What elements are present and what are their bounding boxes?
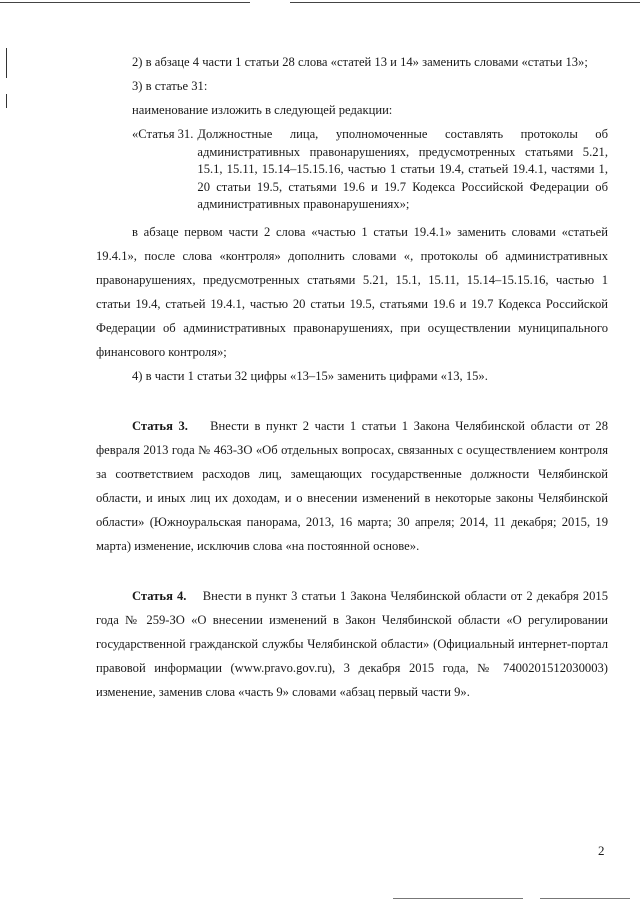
scan-edge-line	[393, 898, 523, 899]
quoted-article-text: Должностные лица, уполномоченные составлять протоколы об административных правонарушениях, предусмотренных статьями 5.21, 15.1, 15.11, 15.14–15.15.16, частью 1 статьи 19.4, статьей 19.4.1, частями 1, 20 статьи 19.5, статьями 19.6 и 19.7 Кодекса Российской Федерации об административных правонарушениях»;	[197, 127, 608, 211]
article-3-text: Внести в пункт 2 части 1 статьи 1 Закона Челябинской области от 28 февраля 2013 года № 463-ЗО «Об отдельных вопросах, связанных с осуществлением контроля за соответствием расходов лиц, замещающих государственные должности Челябинской области, и иных лиц их доходам, и о внесении изменений в некоторые законы Челябинской области» (Южноуральская панорама, 2013, 16 марта; 30 апреля; 2014, 11 декабря; 2015, 19 марта) изменение, исключив слова «на постоянной основе».	[96, 418, 608, 553]
paragraph-item-4: 4) в части 1 статьи 32 цифры «13–15» заменить цифрами «13, 15».	[132, 368, 488, 383]
article-3-title: Статья 3.	[132, 418, 188, 433]
quoted-article-31	[96, 122, 608, 220]
document-body	[96, 50, 608, 704]
scan-edge-line	[540, 898, 630, 899]
page-number: 2	[598, 843, 605, 858]
margin-mark	[6, 94, 7, 108]
margin-mark	[6, 48, 7, 78]
paragraph-part-2-amendment: в абзаце первом части 2 слова «частью 1 статьи 19.4.1» заменить словами «статьей 19.4.1», после слова «контроля» дополнить словами «, протоколы об административных правонарушениях, предусмотренных статьями 5.21, 15.1, 15.11, 15.14–15.15.16, частью 1 статьи 19.4, статьей 19.4.1, частью 20 статьи 19.5, статьями 19.6 и 19.7 Кодекса Российской Федерации об административных правонарушениях, при осуществлении муниципального финансового контроля»;	[96, 224, 608, 359]
article-4-text: Внести в пункт 3 статьи 1 Закона Челябинской области от 2 декабря 2015 года № 259-ЗО «О внесении изменений в Закон Челябинской области «О регулировании государственной гражданской службы Челябинской области» (Официальный интернет-портал правовой информации (www.pravo.gov.ru), 3 декабря 2015 года, № 7400201512030003) изменение, заменив слова «часть 9» словами «абзац первый части 9».	[96, 588, 609, 699]
article-4	[96, 584, 608, 704]
article-3	[96, 414, 608, 558]
article-4-title: Статья 4.	[132, 588, 187, 603]
scan-edge-line	[290, 2, 640, 3]
paragraph-item-2: 2) в абзаце 4 части 1 статьи 28 слова «статей 13 и 14» заменить словами «статьи 13»;	[132, 55, 588, 69]
paragraph-naming: наименование изложить в следующей редакции:	[132, 103, 393, 117]
scan-edge-line	[0, 2, 250, 3]
paragraph-item-3: 3) в статье 31:	[132, 79, 208, 93]
quoted-article-heading: «Статья 31.	[132, 127, 194, 141]
